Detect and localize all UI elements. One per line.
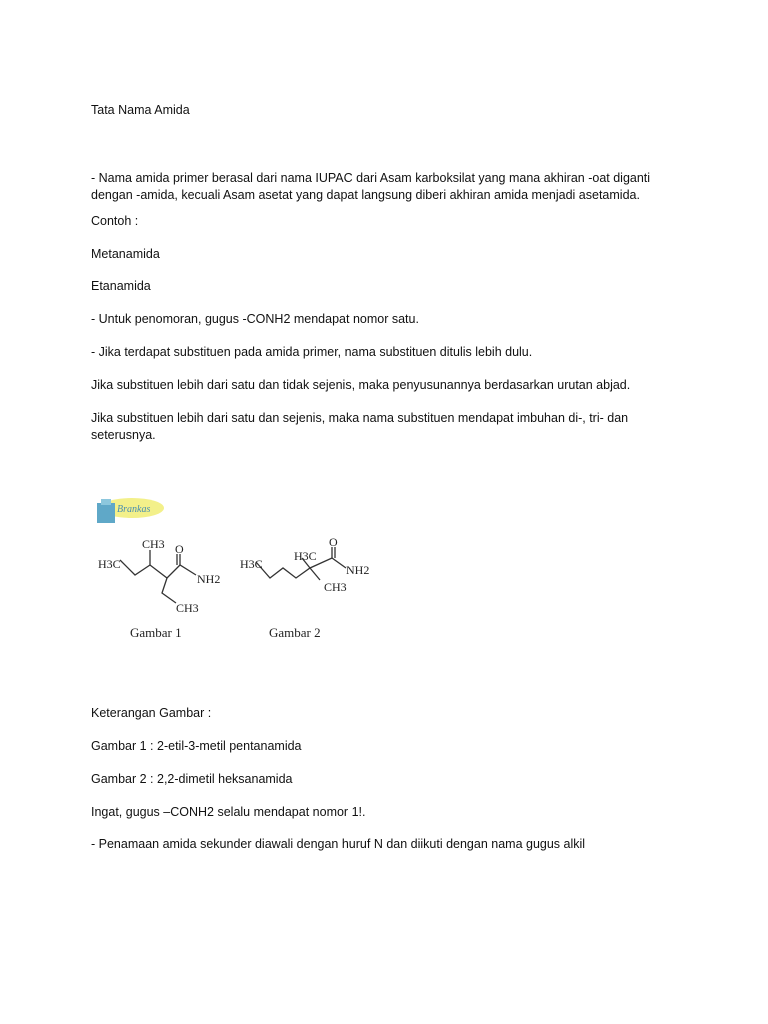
rule-text: - Jika terdapat substituen pada amida primer, nama substituen ditulis lebih dulu. <box>91 345 533 359</box>
h3c-label: H3C <box>240 557 263 571</box>
structure-figure <box>80 490 380 650</box>
gambar-1-caption: Gambar 1 <box>130 625 182 640</box>
keterangan-item: Gambar 1 : 2-etil-3-metil pentanamida <box>91 739 302 753</box>
rule-text: Jika substituen lebih dari satu dan sejenis, maka nama substituen mendapat imbuhan di-, tri- dan <box>91 411 629 425</box>
example-item: Etanamida <box>91 279 151 293</box>
rule-text: Jika substituen lebih dari satu dan tidak sejenis, maka penyusunannya berdasarkan urutan abjad. <box>91 378 631 392</box>
rule-text: seterusnya. <box>91 428 156 442</box>
ch3-label: CH3 <box>142 537 165 551</box>
nh2-label: NH2 <box>346 563 370 577</box>
rule-text: - Untuk penomoran, gugus -CONH2 mendapat nomor satu. <box>91 312 419 326</box>
nh2-label: NH2 <box>197 572 221 586</box>
brankas-logo <box>97 498 164 523</box>
ch3-label: CH3 <box>176 601 199 615</box>
oxygen-label: O <box>175 542 184 556</box>
keterangan-item: Gambar 2 : 2,2-dimetil heksanamida <box>91 772 293 786</box>
paragraph: - Nama amida primer berasal dari nama IUPAC dari Asam karboksilat yang mana akhiran -oat diganti <box>91 171 651 185</box>
keterangan-title: Keterangan Gambar : <box>91 706 212 720</box>
h3c-label: H3C <box>294 549 317 563</box>
paragraph: - Penamaan amida sekunder diawali dengan huruf N dan diikuti dengan nama gugus alkil <box>91 837 586 851</box>
example-item: Metanamida <box>91 247 160 261</box>
note-text: Ingat, gugus –CONH2 selalu mendapat nomor 1!. <box>91 805 366 819</box>
h3c-label: H3C <box>98 557 121 571</box>
oxygen-label: O <box>329 535 338 549</box>
contoh-label: Contoh : <box>91 214 139 228</box>
ch3-label: CH3 <box>324 580 347 594</box>
gambar-1-structure <box>120 550 196 603</box>
gambar-2-caption: Gambar 2 <box>269 625 321 640</box>
logo-text: Brankas <box>117 504 151 515</box>
doc-title: Tata Nama Amida <box>91 103 190 117</box>
paragraph: dengan -amida, kecuali Asam asetat yang dapat langsung diberi akhiran amida menjadi asetamida. <box>91 188 640 202</box>
